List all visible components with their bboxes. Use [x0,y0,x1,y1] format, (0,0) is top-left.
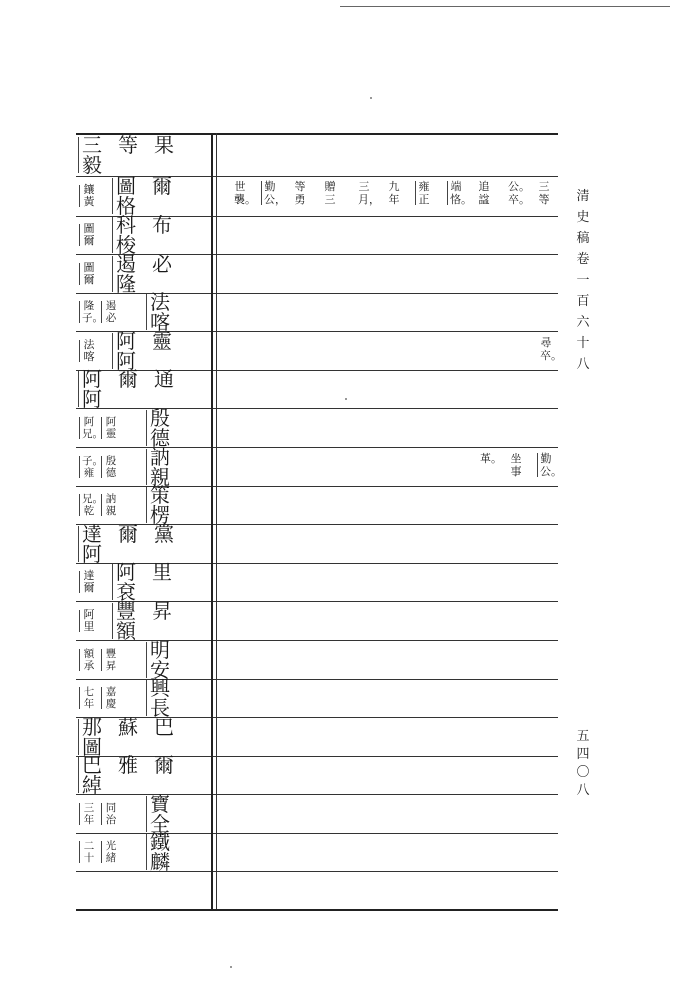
row-note: 光緒 [105,840,117,864]
note-column: 追諡 [478,180,490,206]
row-note: 法喀 [83,337,95,363]
note-column: 勤公， [264,180,286,206]
note-column: 等勇 [294,180,306,206]
note-column: 公。卒。 [508,180,530,206]
row-note: 鑲黃 [83,183,95,208]
page-number: 五四〇八 [576,729,590,798]
row-name: 三等果毅 [82,135,212,175]
note-column: 九年 [388,180,400,206]
table-row [78,176,212,216]
speck [370,97,372,99]
note-column: 勤公。 [540,452,562,478]
row-name: 鐵麟 [150,832,212,872]
table-row [78,676,212,720]
row-note: 殷德 [105,454,117,479]
row-name: 豐昇額 [116,601,212,641]
row-note: 二十 [83,840,95,864]
row-name: 巴雅爾綽 [82,755,212,795]
table-row [78,791,212,836]
table-row [78,598,212,643]
row-name: 明安 [150,640,212,680]
row-note: 三年 [83,801,95,826]
top-rule [340,6,670,7]
row-note: 訥親 [105,493,117,517]
row-name: 遏必隆 [116,254,212,294]
table-row [78,714,212,759]
row-name: 阿靈阿 [116,331,212,371]
row-note: 阿里 [83,607,95,633]
row-note: 同治 [105,801,117,826]
table-row [78,483,212,527]
table-row [78,753,212,797]
table-row [78,444,212,489]
row-name: 法喀 [150,292,212,332]
row-name: 訥親 [150,447,212,487]
column-divider-inner [216,133,217,909]
row-note: 七年 [83,686,95,710]
row-name: 那蘇巴圖 [82,717,212,757]
table-row [78,405,212,450]
row-name: 阿里袞 [116,562,212,602]
row-name: 達爾黨阿 [82,524,212,564]
table-row [78,560,212,604]
row-note: 阿靈 [105,415,117,440]
row-name: 寶全 [150,794,212,834]
side-title: 清史稿卷一百六十八 [576,189,590,372]
row-note: 圖爾 [83,260,95,286]
row-name: 科布梭 [116,215,212,255]
row-note: 遏必 [105,300,117,324]
row-note: 達爾 [83,569,95,594]
table-row [78,328,212,373]
speck [345,398,347,400]
note-column: 三等 [538,180,550,206]
note-column: 革。 [480,452,502,465]
table-row [78,213,212,257]
row-note: 兄。乾 [82,493,103,517]
table-row [78,521,212,566]
row-note: 額承 [83,647,95,672]
table-row [78,637,212,682]
note-column: 三月， [358,180,380,206]
table-row [78,830,212,874]
row-note: 嘉慶 [105,686,117,710]
row-name: 圖爾格 [116,176,212,216]
row-5-note: 尋卒。 [540,336,562,362]
row-note: 子。雍 [82,454,103,479]
row-name: 策楞 [150,485,212,525]
row-note: 隆子。 [82,300,103,324]
table-row [78,133,212,176]
note-column: 坐事 [510,452,522,478]
table-row [78,290,212,334]
row-rule [76,871,558,872]
row-note: 阿兄。 [82,415,103,440]
row-name: 阿爾通阿 [82,369,212,409]
note-column: 世襲。 [234,180,256,206]
note-column: 雍正 [418,180,430,206]
row-name: 興長 [150,678,212,718]
table-row [78,251,212,296]
note-column: 端恪。 [450,180,472,206]
table-bottom-rule [76,909,558,911]
row-note: 豐昇 [105,647,117,672]
row-name: 殷德 [150,408,212,448]
row-note: 圖爾 [83,222,95,247]
note-column: 贈三 [324,180,336,206]
table-row [78,367,212,411]
speck [230,966,232,968]
